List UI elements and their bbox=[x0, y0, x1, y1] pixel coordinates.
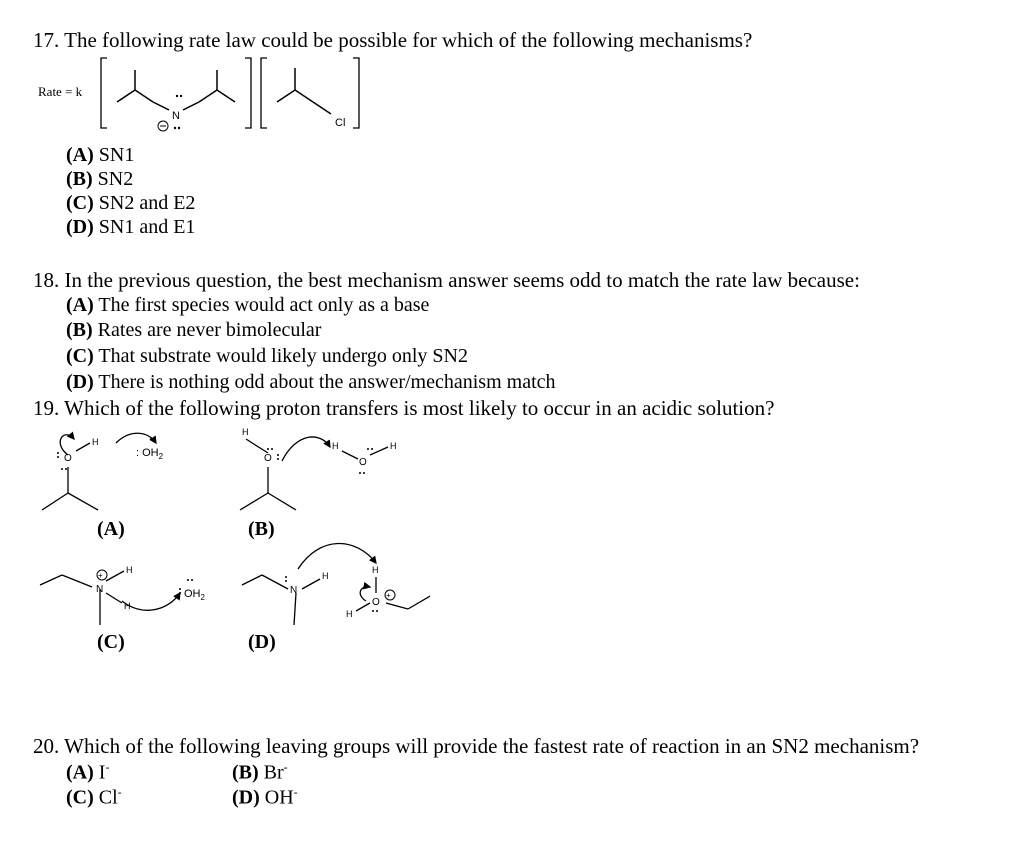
bracket-left-2 bbox=[261, 58, 267, 128]
bracket-right-2 bbox=[353, 58, 359, 128]
question-19-text: 19. Which of the following proton transfers is most likely to occur in an acidic solution? bbox=[33, 396, 775, 420]
rate-law-label: Rate = k bbox=[38, 84, 83, 99]
structure-c bbox=[40, 565, 206, 625]
q19-label-a[interactable]: (A) bbox=[97, 518, 125, 540]
proton-transfer-structures bbox=[30, 425, 430, 660]
bracket-right-1 bbox=[245, 58, 251, 128]
q20-option-b[interactable]: (B) Br- bbox=[232, 760, 288, 784]
structure-a bbox=[42, 433, 164, 510]
q20-option-d[interactable]: (D) OH- bbox=[232, 785, 298, 809]
chloropropane-structure bbox=[277, 68, 331, 114]
svg-text:O: O bbox=[372, 597, 380, 608]
q17-option-c[interactable]: (C) SN2 and E2 bbox=[66, 192, 196, 214]
svg-text:O: O bbox=[264, 453, 272, 464]
svg-text:+: + bbox=[386, 591, 391, 600]
water-c: $OH_2$ bbox=[184, 588, 205, 602]
q18-option-d[interactable]: (D) There is nothing odd about the answer/mechanism match bbox=[66, 371, 556, 393]
q19-label-c[interactable]: (C) bbox=[97, 631, 125, 653]
chlorine-atom: Cl bbox=[335, 117, 346, 129]
svg-text:H: H bbox=[126, 565, 133, 575]
q17-option-a[interactable]: (A) SN1 bbox=[66, 144, 135, 166]
rate-law-structures bbox=[95, 50, 385, 135]
q18-option-c[interactable]: (C) That substrate would likely undergo only SN2 bbox=[66, 345, 468, 367]
q19-label-d[interactable]: (D) bbox=[248, 631, 276, 653]
water-a: : $OH_2$ bbox=[136, 447, 164, 461]
negative-charge-icon bbox=[158, 121, 168, 131]
q20-option-c[interactable]: (C) Cl- bbox=[66, 785, 122, 809]
amide-nitrogen-atom: N bbox=[172, 110, 180, 122]
svg-text:H: H bbox=[332, 441, 339, 451]
svg-text:H: H bbox=[124, 601, 131, 611]
question-17-text: 17. The following rate law could be possible for which of the following mechanisms? bbox=[33, 28, 753, 52]
svg-text:N: N bbox=[290, 585, 298, 596]
question-18-text: 18. In the previous question, the best mechanism answer seems odd to match the rate law because: bbox=[33, 268, 860, 292]
svg-text:H: H bbox=[92, 437, 99, 447]
svg-text:H: H bbox=[242, 427, 249, 437]
q18-option-b[interactable]: (B) Rates are never bimolecular bbox=[66, 319, 322, 341]
bracket-left-1 bbox=[101, 58, 107, 128]
q17-option-b[interactable]: (B) SN2 bbox=[66, 168, 134, 190]
q17-option-d[interactable]: (D) SN1 and E1 bbox=[66, 216, 196, 238]
svg-text:N: N bbox=[96, 584, 104, 595]
question-20-text: 20. Which of the following leaving groups will provide the fastest rate of reaction in an SN2 mechanism? bbox=[33, 734, 920, 758]
q18-option-a[interactable]: (A) The first species would act only as a base bbox=[66, 294, 430, 316]
svg-text:O: O bbox=[359, 457, 367, 468]
q19-label-b[interactable]: (B) bbox=[248, 518, 275, 540]
svg-text:O: O bbox=[64, 453, 72, 464]
structure-b bbox=[240, 427, 397, 510]
structure-d bbox=[242, 543, 430, 625]
svg-text:H: H bbox=[372, 565, 379, 575]
svg-text:H: H bbox=[322, 571, 329, 581]
diisopropylamide-structure bbox=[117, 70, 235, 110]
svg-text:H: H bbox=[346, 609, 353, 619]
svg-text:H: H bbox=[390, 441, 397, 451]
q20-option-a[interactable]: (A) I- bbox=[66, 760, 110, 784]
svg-text:+: + bbox=[98, 571, 103, 580]
